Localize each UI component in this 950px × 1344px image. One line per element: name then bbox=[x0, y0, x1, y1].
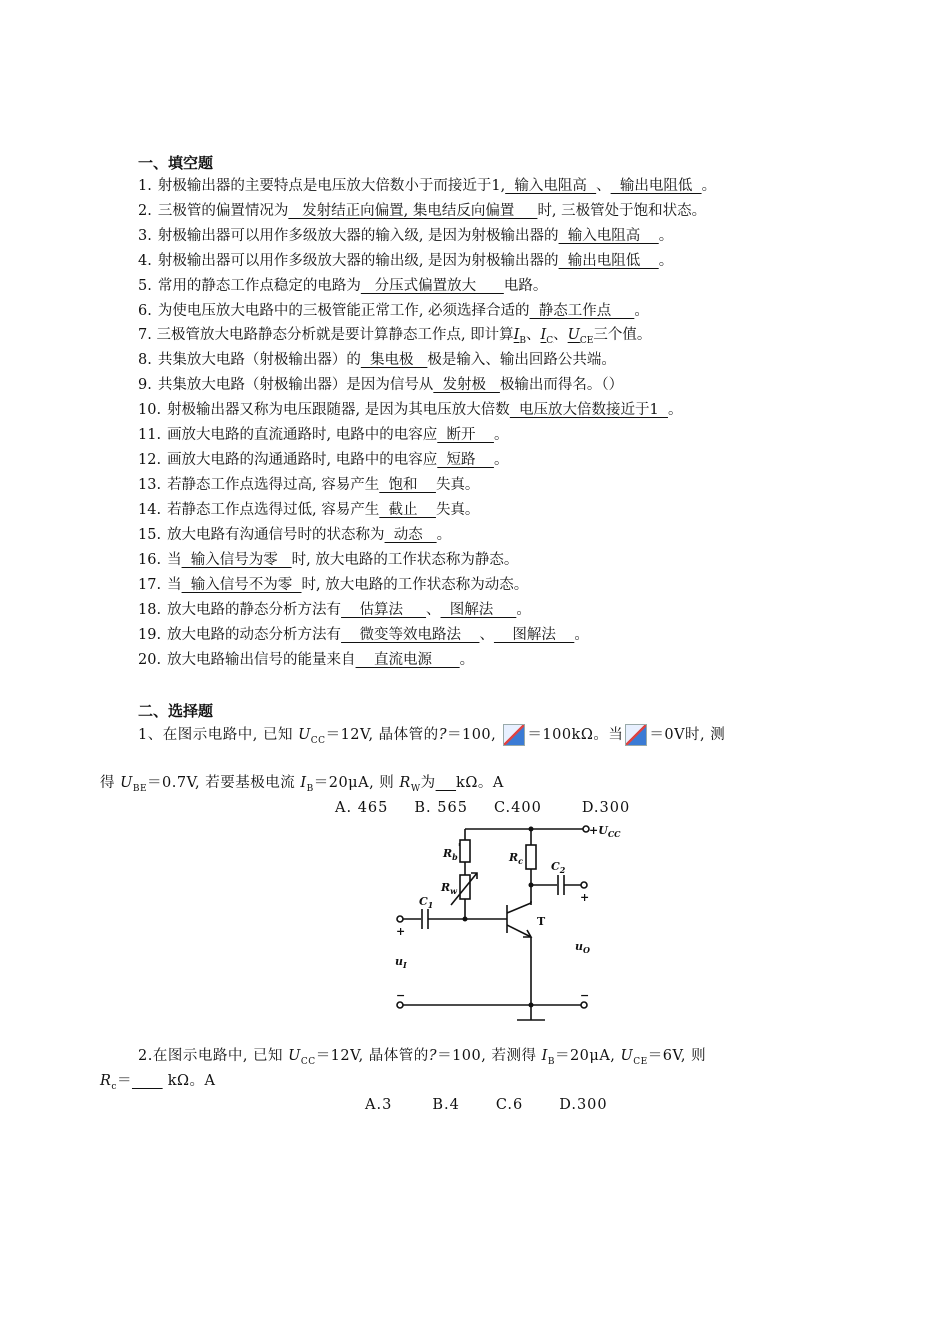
option-a: A. 465 bbox=[335, 800, 389, 816]
answer-blank: 图解法 bbox=[493, 627, 575, 643]
answer-blank: 断开 bbox=[437, 427, 494, 443]
label-output-minus: − bbox=[580, 989, 590, 1002]
item-number: 9. bbox=[138, 377, 152, 393]
question-2-line-2: $R_c=$ kΩ。A bbox=[100, 1073, 216, 1092]
list-item: 4. 射极输出器可以用作多级放大器的输出级, 是因为射极输出器的 输出电阻低 。 bbox=[138, 253, 674, 269]
formula-image-icon bbox=[503, 724, 525, 746]
answer-blank: 饱和 bbox=[379, 477, 436, 493]
question-1-options bbox=[335, 800, 656, 816]
option-c: C.6 bbox=[495, 1097, 524, 1113]
list-item: 13. 若静态工作点选得过高, 容易产生 饱和 失真。 bbox=[138, 477, 480, 493]
item-number: 19. bbox=[138, 627, 162, 643]
list-item: 12. 画放大电路的沟通通路时, 电路中的电容应 短路 。 bbox=[138, 452, 509, 468]
answer-blank: 动态 bbox=[384, 527, 437, 543]
label-input-minus: − bbox=[396, 989, 406, 1002]
item-number: 5. bbox=[138, 278, 152, 294]
list-item: 17. 当 输入信号不为零 时, 放大电路的工作状态称为动态。 bbox=[138, 577, 529, 593]
label-c1: $C_1$ bbox=[419, 895, 434, 910]
option-a: A.3 bbox=[365, 1097, 393, 1113]
label-output-plus: + bbox=[580, 891, 590, 904]
item-number: 1. bbox=[138, 178, 152, 194]
item-number: 14. bbox=[138, 502, 162, 518]
list-item: 20. 放大电路输出信号的能量来自 直流电源 。 bbox=[138, 652, 475, 668]
answer-blank: 输出电阻低 bbox=[610, 178, 702, 194]
list-item: 11. 画放大电路的直流通路时, 电路中的电容应 断开 。 bbox=[138, 427, 509, 443]
label-c2: $C_2$ bbox=[551, 860, 566, 875]
answer-blank: 集电极 bbox=[360, 352, 428, 368]
answer-blank: 估算法 bbox=[341, 602, 427, 618]
list-item: 14. 若静态工作点选得过低, 容易产生 截止 失真。 bbox=[138, 502, 480, 518]
item-number: 18. bbox=[138, 602, 162, 618]
answer-blank: 微变等效电路法 bbox=[341, 627, 480, 643]
item-number: 10. bbox=[138, 402, 162, 418]
answer-blank: 发射极 bbox=[433, 377, 500, 393]
list-item: 16. 当 输入信号为零 时, 放大电路的工作状态称为静态。 bbox=[138, 552, 519, 568]
list-item: 15. 放大电路有沟通信号时的状态称为 动态 。 bbox=[138, 527, 452, 543]
item-number: 12. bbox=[138, 452, 162, 468]
list-item: 19. 放大电路的动态分析方法有 微变等效电路法 、 图解法 。 bbox=[138, 627, 589, 643]
answer-blank: 短路 bbox=[437, 452, 494, 468]
item-number: 4. bbox=[138, 253, 152, 269]
answer-blank: 直流电源 bbox=[355, 652, 460, 668]
answer-blank: 电压放大倍数接近于1 bbox=[509, 402, 668, 418]
label-uo: $u_O$ bbox=[575, 940, 590, 955]
list-item: 8. 共集放大电路（射极输出器）的 集电极 极是输入、输出回路公共端。 bbox=[138, 352, 616, 368]
amplifier-circuit-diagram bbox=[385, 815, 621, 1030]
list-item: 18. 放大电路的静态分析方法有 估算法 、 图解法 。 bbox=[138, 602, 531, 618]
item-number: 11. bbox=[138, 427, 162, 443]
list-item: 9. 共集放大电路（射极输出器）是因为信号从 发射极 极输出而得名。（） bbox=[138, 377, 624, 393]
answer-blank: 静态工作点 bbox=[529, 303, 635, 319]
label-ucc: $+U_{CC}$ bbox=[589, 824, 621, 839]
label-rc: $R_c$ bbox=[509, 851, 524, 866]
section-title-choice: 二、选择题 bbox=[138, 702, 214, 720]
item-number: 17. bbox=[138, 577, 162, 593]
item-number: 20. bbox=[138, 652, 162, 668]
formula-image-icon bbox=[625, 724, 647, 746]
label-rb: $R_b'$ bbox=[443, 841, 462, 862]
item-number: 13. bbox=[138, 477, 162, 493]
label-rw: $R_w$ bbox=[441, 881, 458, 896]
list-item: 10. 射极输出器又称为电压跟随器, 是因为其电压放大倍数 电压放大倍数接近于1 。 bbox=[138, 402, 683, 418]
label-input-plus: + bbox=[396, 925, 406, 938]
answer-blank: 图解法 bbox=[440, 602, 517, 618]
question-1-line-1: 1、在图示电路中, 已知 $U_{CC}=12V$, 晶体管的?＝100, ＝100kΩ。当 ＝0V时, 测 bbox=[138, 724, 725, 751]
answer-blank: 输入电阻高 bbox=[505, 178, 597, 194]
item-number: 15. bbox=[138, 527, 162, 543]
option-b: B.4 bbox=[432, 1097, 460, 1113]
option-d: D.300 bbox=[559, 1097, 608, 1113]
item-number: 16. bbox=[138, 552, 162, 568]
question-2-options bbox=[365, 1097, 634, 1113]
item-number: 8. bbox=[138, 352, 152, 368]
question-2-line-1: 2.在图示电路中, 已知 $U_{CC}=12V$, 晶体管的?＝100, 若测得 $I_B=20\mu A$, $U_{CE}=6V$, 则 bbox=[138, 1048, 707, 1067]
option-c: C.400 bbox=[493, 800, 542, 816]
list-item: 1. 射极输出器的主要特点是电压放大倍数小于而接近于1, 输入电阻高 、 输出电阻低 。 bbox=[138, 178, 717, 194]
label-transistor: T bbox=[537, 915, 546, 928]
list-item: 5. 常用的静态工作点稳定的电路为 分压式偏置放大 电路。 bbox=[138, 278, 548, 294]
answer-blank: 发射结正向偏置, 集电结反向偏置 bbox=[288, 203, 538, 219]
answer-blank: 分压式偏置放大 bbox=[360, 278, 504, 294]
list-item: 2. 三极管的偏置情况为 发射结正向偏置, 集电结反向偏置 时, 三极管处于饱和状态。 bbox=[138, 203, 707, 219]
answer-blank: 输入电阻高 bbox=[558, 228, 659, 244]
list-item-7: 7. 三极管放大电路静态分析就是要计算静态工作点, 即计算$I_B$、$I_C$、$U_{CE}$三个值。 bbox=[138, 327, 652, 346]
answer-blank: 输入信号不为零 bbox=[181, 577, 302, 593]
answer-blank: 输出电阻低 bbox=[558, 253, 659, 269]
answer-blank: 截止 bbox=[379, 502, 436, 518]
answer-blank: 输入信号为零 bbox=[181, 552, 292, 568]
item-number: 2. bbox=[138, 203, 152, 219]
list-item: 6. 为使电压放大电路中的三极管能正常工作, 必须选择合适的 静态工作点 。 bbox=[138, 303, 649, 319]
label-ui: $u_I$ bbox=[395, 955, 407, 970]
option-b: B. 565 bbox=[414, 800, 468, 816]
section-title-fill-in: 一、填空题 bbox=[138, 154, 214, 172]
option-d: D.300 bbox=[581, 800, 631, 816]
item-number: 6. bbox=[138, 303, 152, 319]
question-1-line-2: 得 $U_{BE}=0.7V$, 若要基极电流 $I_B=20\mu A$, 则 $R_W$为 kΩ。A bbox=[100, 775, 504, 794]
list-item: 3. 射极输出器可以用作多级放大器的输入级, 是因为射极输出器的 输入电阻高 。 bbox=[138, 228, 674, 244]
item-number: 3. bbox=[138, 228, 152, 244]
